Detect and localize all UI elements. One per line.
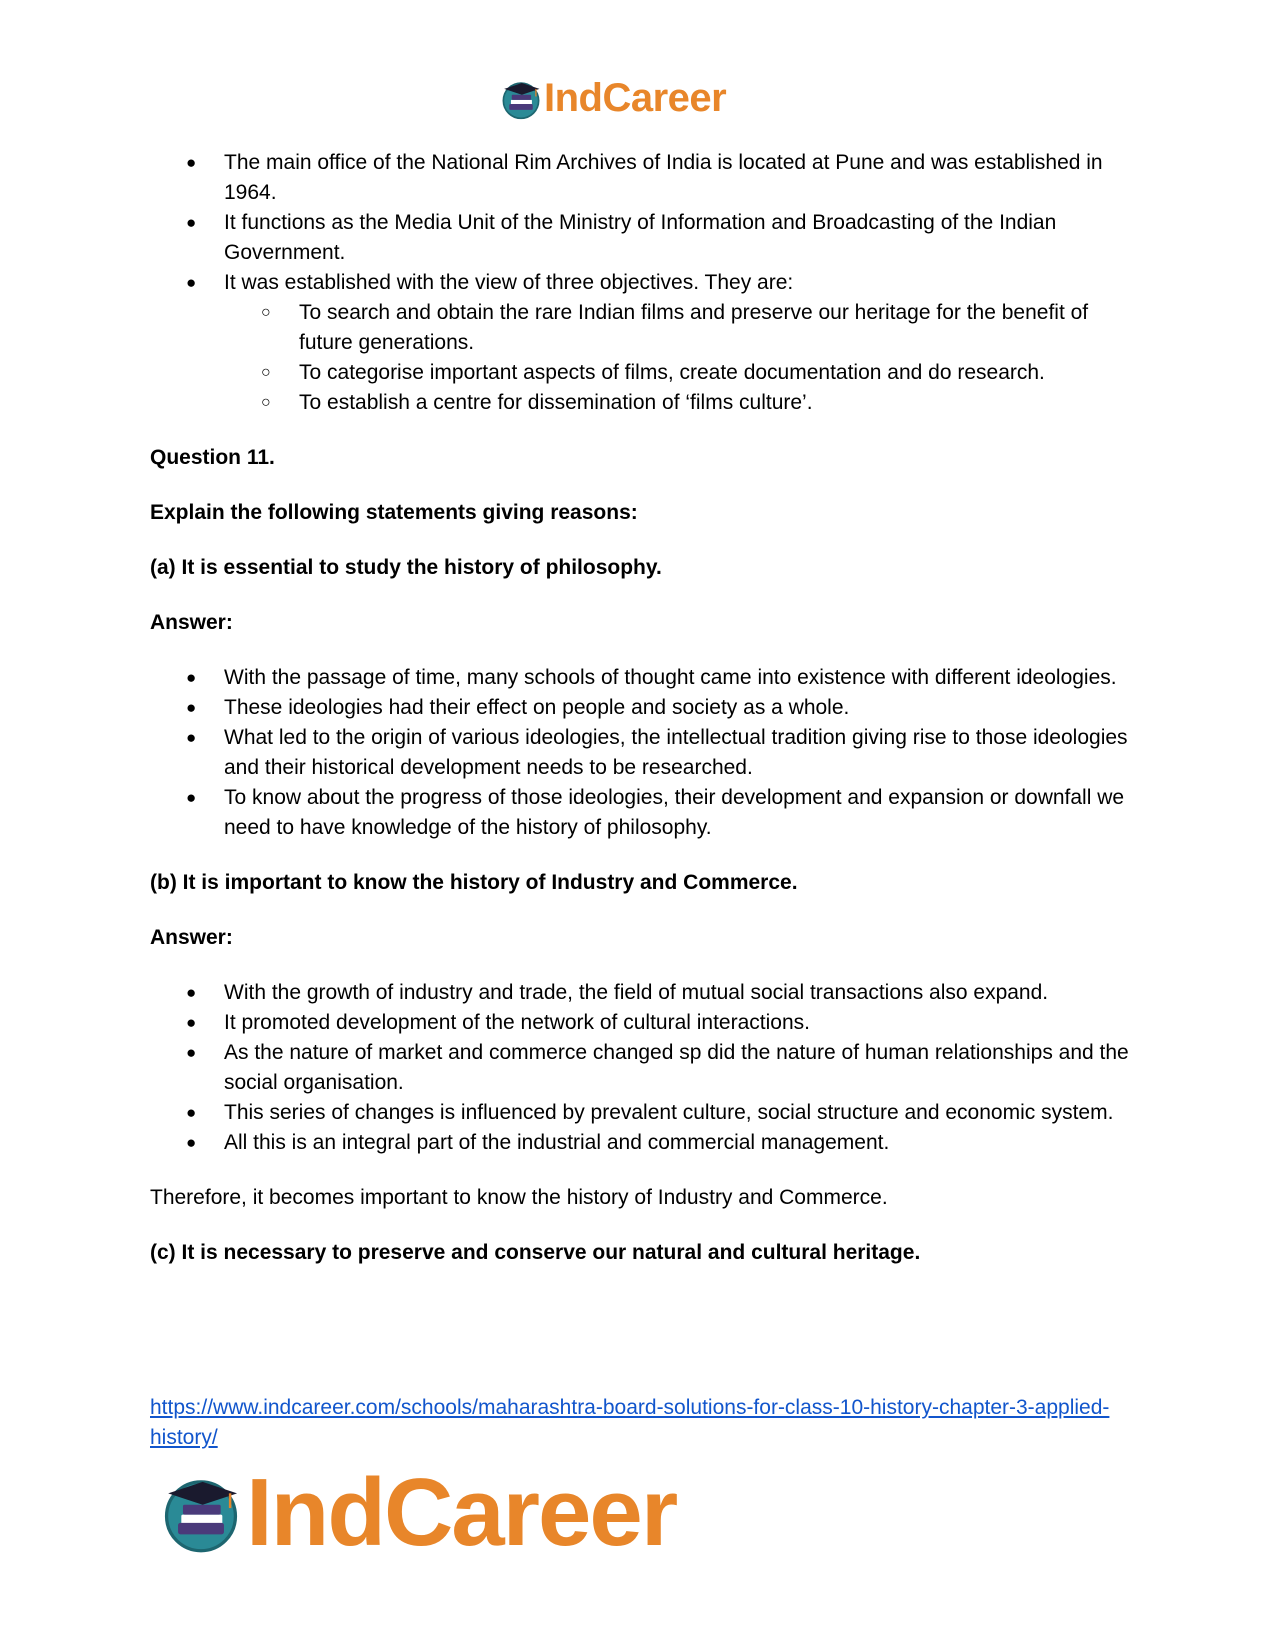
part-a-statement: (a) It is essential to study the history of philosophy. — [150, 556, 662, 579]
list-item: ● The main office of the National Rim Archives of India is located at Pune and was established in 1964. — [150, 148, 1140, 208]
list-item: ● To know about the progress of those ideologies, their development and expansion or downfall we need to have knowledge of the history of philosophy. — [150, 783, 1140, 843]
list-item-text: It was established with the view of three objectives. They are: — [224, 271, 794, 294]
header-logo — [500, 76, 726, 121]
logo-wordmark: IndCareer — [246, 1459, 677, 1566]
part-b-bullet-list — [150, 978, 1140, 1158]
objectives-list — [224, 298, 1140, 418]
question-instruction: Explain the following statements giving reasons: — [150, 501, 638, 524]
list-item: ● With the passage of time, many schools of thought came into existence with different ideologies. — [150, 663, 1140, 693]
part-b-statement: (b) It is important to know the history of Industry and Commerce. — [150, 871, 798, 894]
list-item — [150, 268, 1140, 418]
part-a-answer-label: Answer: — [150, 611, 233, 634]
sub-list-item: ○ To establish a centre for dissemination of ‘films culture’. — [224, 388, 1140, 418]
part-c-statement: (c) It is necessary to preserve and conserve our natural and cultural heritage. — [150, 1241, 921, 1264]
graduation-cap-globe-icon — [160, 1472, 242, 1554]
intro-bullet-list — [150, 148, 1140, 418]
footer-logo — [160, 1458, 676, 1568]
graduation-cap-globe-icon — [500, 78, 542, 120]
list-item: ● All this is an integral part of the industrial and commercial management. — [150, 1128, 1140, 1158]
sub-list-item: ○ To search and obtain the rare Indian films and preserve our heritage for the benefit of future generations. — [224, 298, 1140, 358]
source-url-link[interactable]: https://www.indcareer.com/schools/maharashtra-board-solutions-for-class-10-history-chapter-3-applied-history/ — [150, 1396, 1110, 1449]
list-item: ● These ideologies had their effect on people and society as a whole. — [150, 693, 1140, 723]
list-item: ● As the nature of market and commerce changed sp did the nature of human relationships and the social organisation. — [150, 1038, 1140, 1098]
list-item: ● With the growth of industry and trade, the field of mutual social transactions also expand. — [150, 978, 1140, 1008]
part-b-answer-label: Answer: — [150, 926, 233, 949]
part-a-bullet-list — [150, 663, 1140, 843]
sub-list-item: ○ To categorise important aspects of films, create documentation and do research. — [224, 358, 1140, 388]
list-item: ● It promoted development of the network of cultural interactions. — [150, 1008, 1140, 1038]
part-b-conclusion: Therefore, it becomes important to know the history of Industry and Commerce. — [150, 1186, 888, 1209]
question-title: Question 11. — [150, 446, 275, 469]
list-item: ● This series of changes is influenced by prevalent culture, social structure and economic system. — [150, 1098, 1140, 1128]
logo-wordmark: IndCareer — [544, 76, 727, 120]
list-item: ● It functions as the Media Unit of the Ministry of Information and Broadcasting of the Indian Government. — [150, 208, 1140, 268]
list-item: ● What led to the origin of various ideologies, the intellectual tradition giving rise to those ideologies and their historical development needs to be researched. — [150, 723, 1140, 783]
document-body — [150, 148, 1140, 1268]
